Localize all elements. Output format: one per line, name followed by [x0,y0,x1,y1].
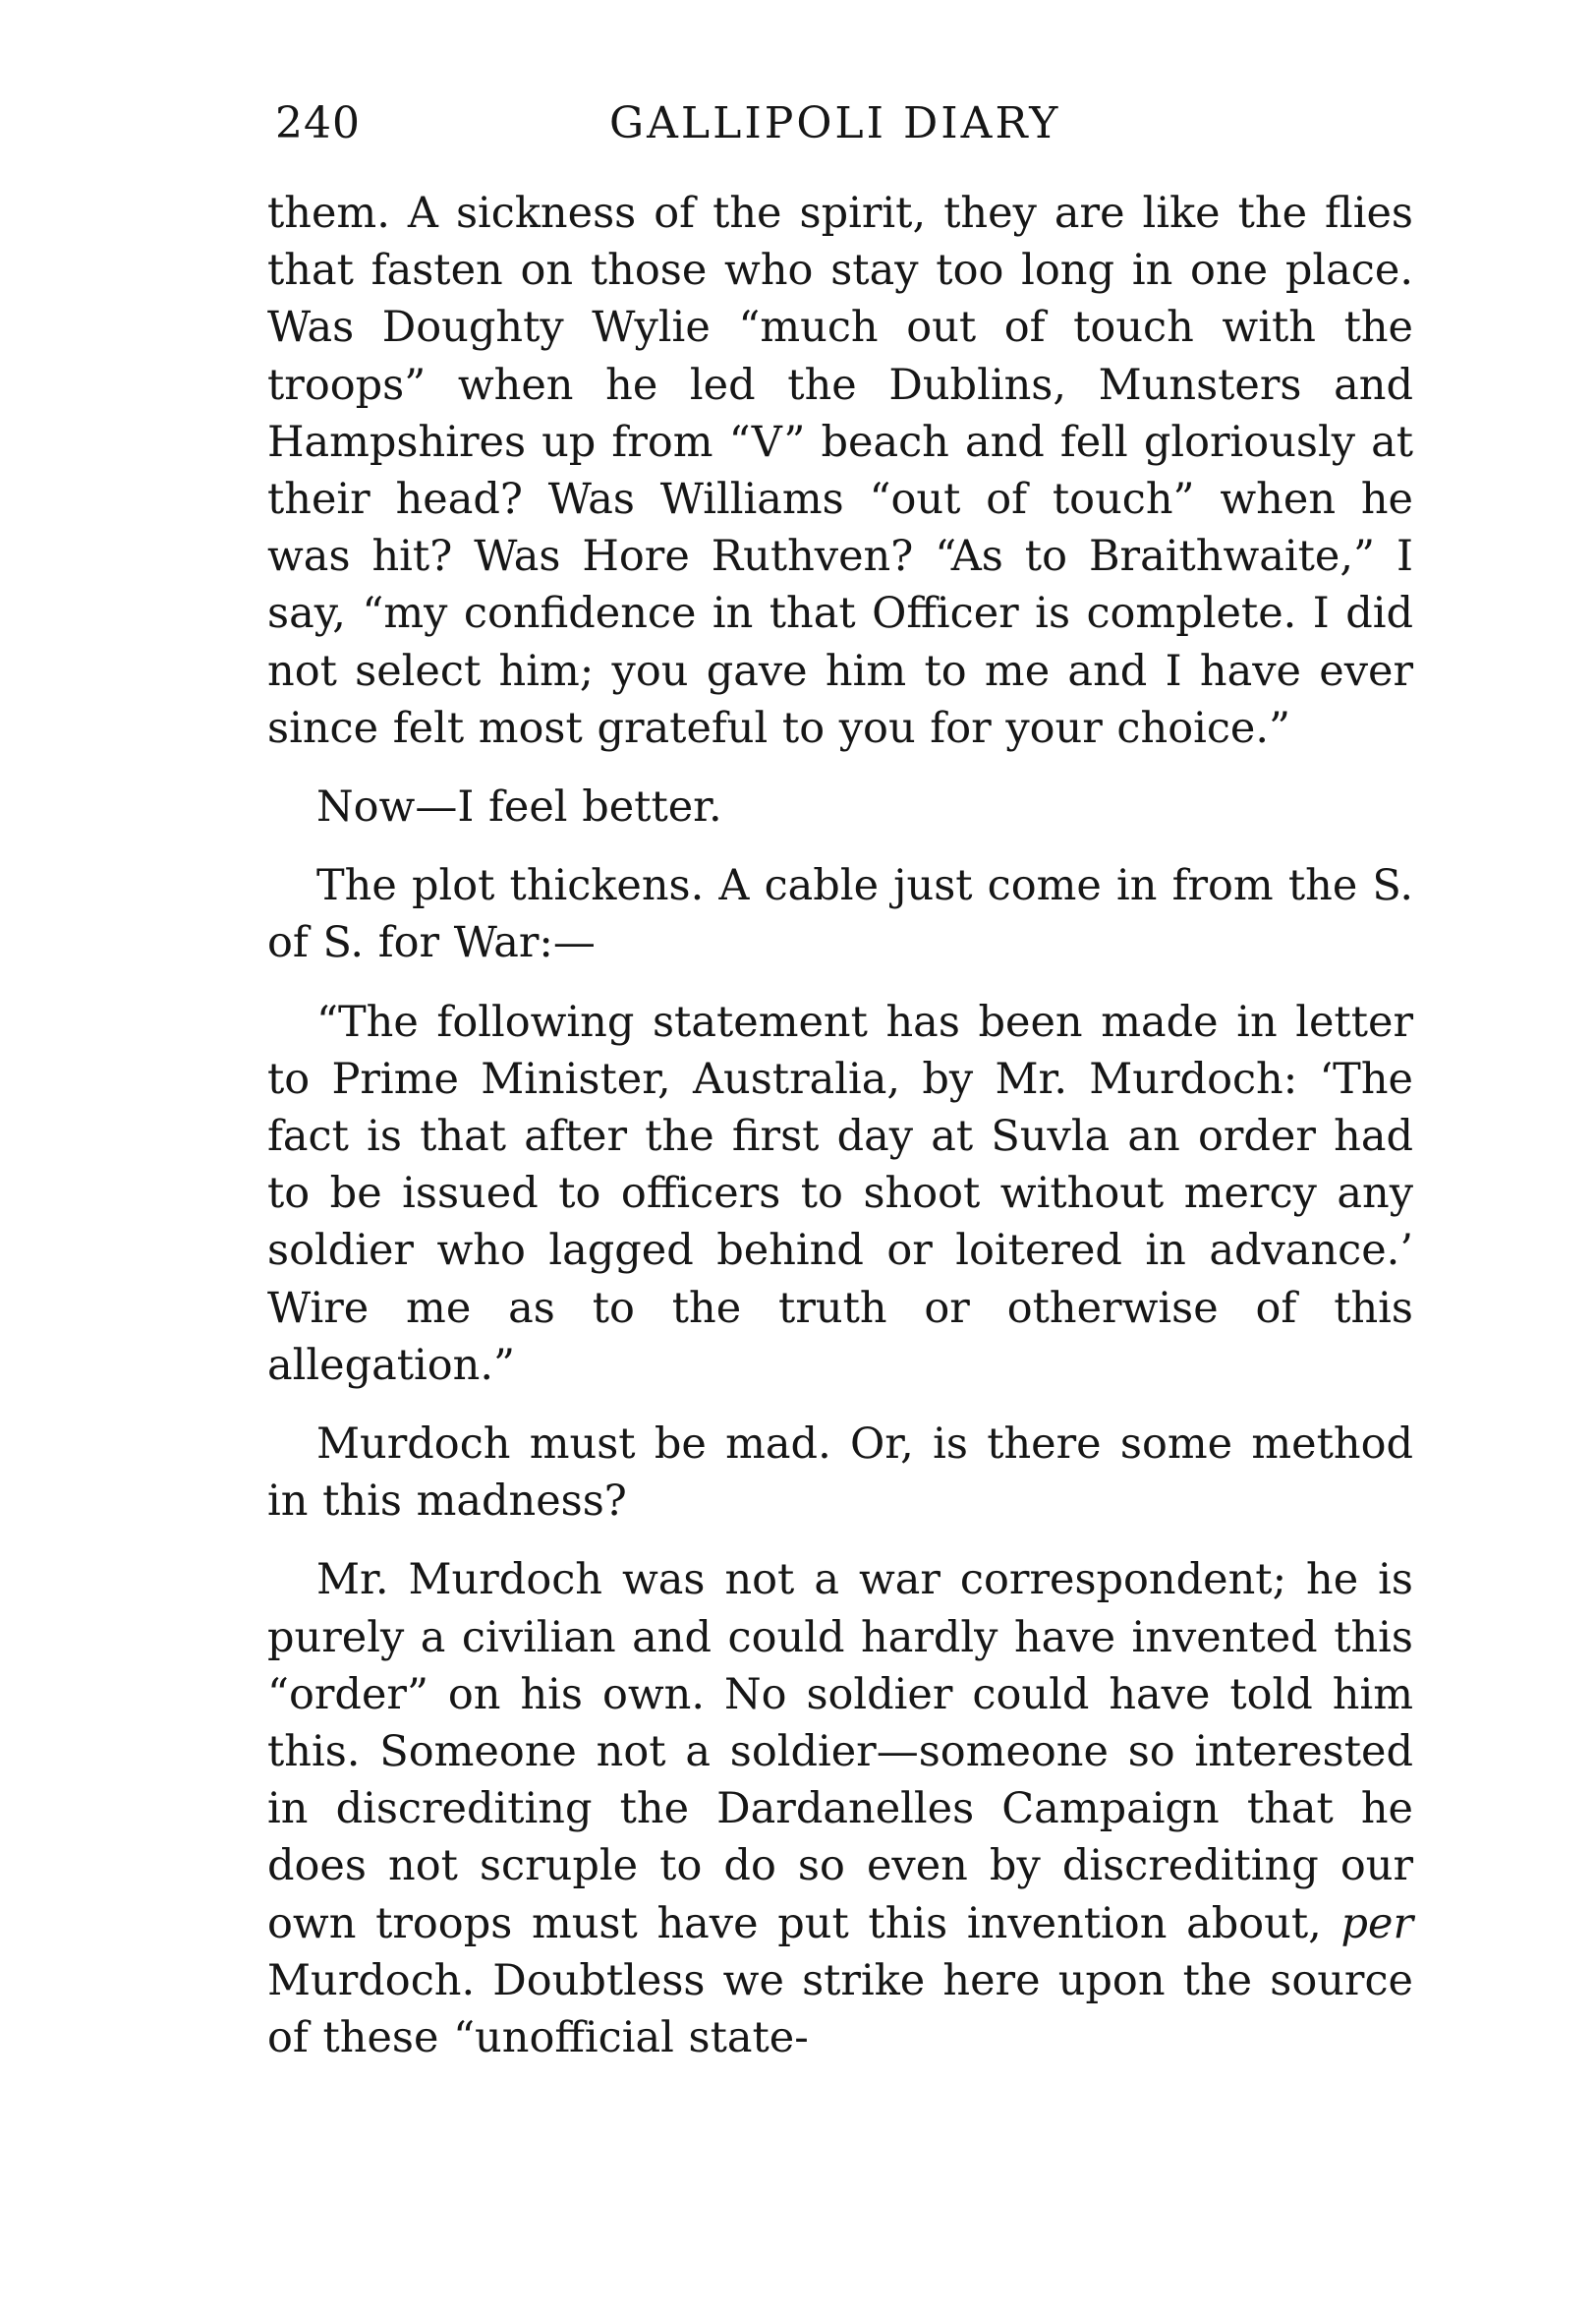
paragraph-6 [267,1551,1413,2066]
paragraph-6-end: Murdoch. Doubtless we strike here upon the source of these “unofficial state- [267,1955,1413,2063]
page-number: 240 [275,98,361,148]
running-title: GALLIPOLI DIARY [609,98,1061,148]
page-header [275,98,1410,161]
paragraph-4-quoted-cable: “The following statement has been made in letter to Prime Minister, Australia, by Mr. Murdoch: ‘The fact is that after the first day at Suvla an order had to be issued to officers to shoot without mercy any soldier who lagged behind or loitered in advance.’ Wire me as to the truth or otherwise of this allegation.” [267,997,1413,1390]
paragraph-1: them. A sickness of the spirit, they are like the flies that fasten on those who stay too long in one place. Was Doughty Wylie “much out of touch with the troops” when he led the Dublins, Munsters and Hampshires up from “V” beach and fell gloriously at their head? Was Williams “out of touch” when he was hit? Was Hore Ruthven? “As to Braithwaite,” I say, “my confidence in that Officer is complete. I did not select him; you gave him to me and I have ever since felt most grateful to you for your choice.” [267,189,1413,753]
body-text [267,185,1413,2066]
paragraph-3: The plot thickens. A cable just come in from the S. of S. for War:— [267,861,1413,968]
paragraph-5: Murdoch must be mad. Or, is there some method in this madness? [267,1419,1413,1527]
paragraph-6-main: Mr. Murdoch was not a war correspondent; he is purely a civilian and could hardly have invented this “order” on his own. No soldier could have told him this. Someone not a soldier—someone so interested in discrediting the Dardanelles Campaign that he does not scruple to do so even by discrediting our own troops must have put this invention about, [267,1555,1413,1948]
paragraph-6-italic-word: per [1340,1898,1414,1948]
paragraph-2: Now—I feel better. [316,782,722,833]
